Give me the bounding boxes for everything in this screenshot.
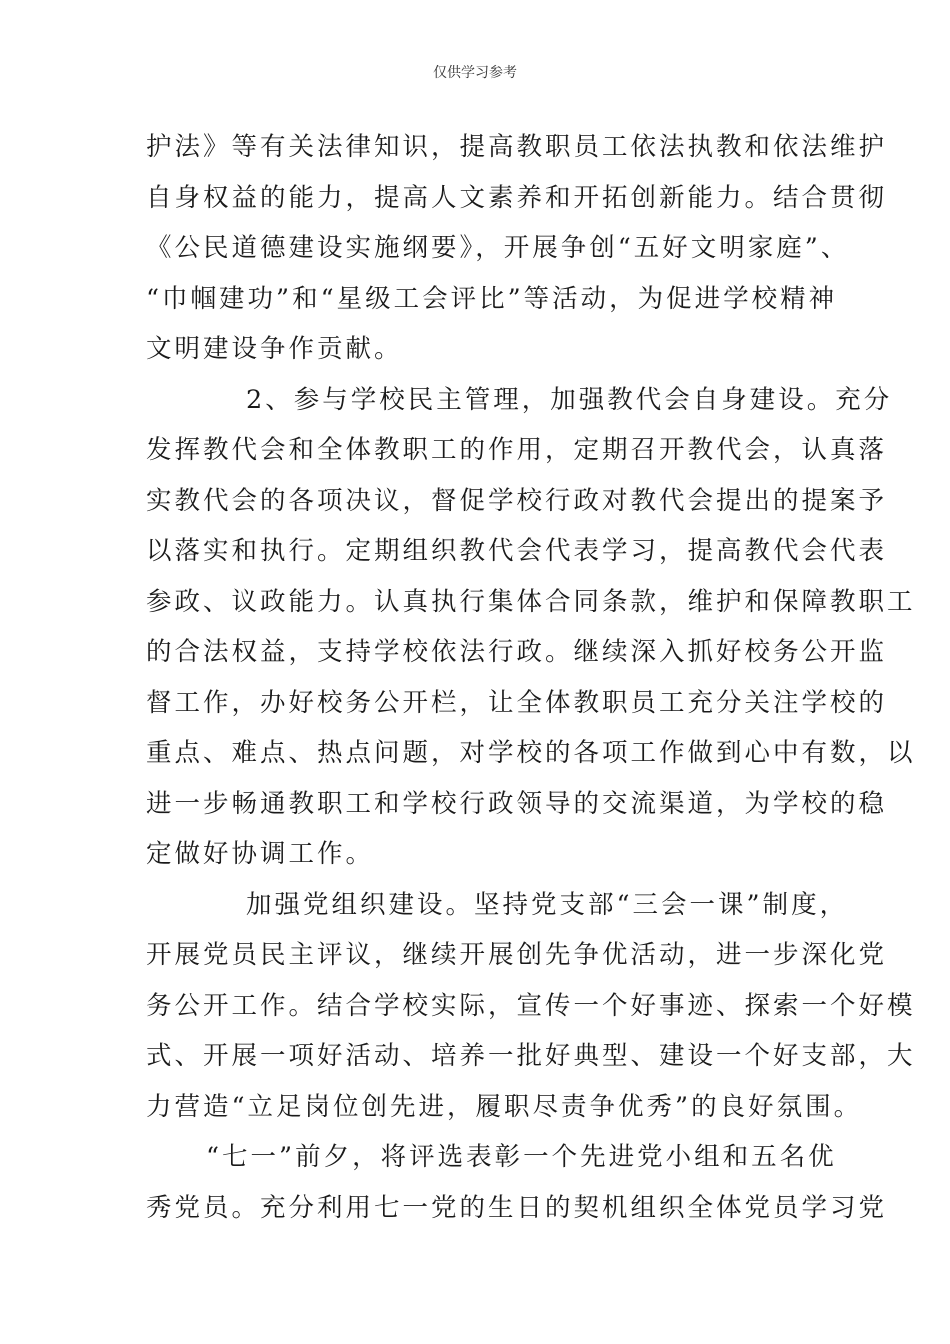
paragraph-start-line: “七一”前夕，将评选表彰一个先进党小组和五名优 — [206, 1142, 837, 1172]
text-line: 文明建设争作贡献。 — [146, 334, 403, 364]
document-body — [146, 122, 916, 1233]
text-line: 定做好协调工作。 — [146, 839, 375, 869]
text-line: “巾帼建功”和“星级工会评比”等活动，为促进学校精神 — [146, 283, 838, 314]
paragraph-start-line: 2、参与学校民主管理，加强教代会自身建设。充分 — [246, 384, 893, 415]
text-line: 式、开展一项好活动、培养一批好典型、建设一个好支部，大 — [146, 1041, 916, 1071]
text-line: 参政、议政能力。认真执行集体合同条款，维护和保障教职工 — [146, 586, 916, 617]
text-line: 开展党员民主评议，继续开展创先争优活动，进一步深化党 — [146, 940, 888, 970]
text-line: 力营造“立足岗位创先进，履职尽责争优秀”的良好氛围。 — [146, 1091, 863, 1122]
text-line: 护法》等有关法律知识，提高教职员工依法执教和依法维护 — [146, 132, 888, 162]
text-line: 《公民道德建设实施纲要》，开展争创“五好文明家庭”、 — [146, 233, 850, 263]
text-line: 发挥教代会和全体教职工的作用，定期召开教代会，认真落 — [146, 435, 888, 465]
text-line: 务公开工作。结合学校实际，宣传一个好事迹、探索一个好模 — [146, 990, 916, 1021]
paragraph-start-line: 加强党组织建设。坚持党支部“三会一课”制度， — [246, 889, 849, 920]
text-line: 进一步畅通教职工和学校行政领导的交流渠道，为学校的稳 — [146, 788, 888, 819]
page-header: 仅供学习参考 — [433, 65, 517, 81]
text-line: 重点、难点、热点问题，对学校的各项工作做到心中有数，以 — [146, 738, 916, 768]
text-line: 的合法权益，支持学校依法行政。继续深入抓好校务公开监 — [146, 637, 888, 667]
text-line: 以落实和执行。定期组织教代会代表学习，提高教代会代表 — [146, 536, 888, 566]
text-line: 自身权益的能力，提高人文素养和开拓创新能力。结合贯彻 — [146, 182, 888, 213]
text-line: 秀党员。充分利用七一党的生日的契机组织全体党员学习党 — [146, 1192, 888, 1223]
text-line: 督工作，办好校务公开栏，让全体教职员工充分关注学校的 — [146, 687, 888, 718]
text-line: 实教代会的各项决议，督促学校行政对教代会提出的提案予 — [146, 485, 888, 516]
